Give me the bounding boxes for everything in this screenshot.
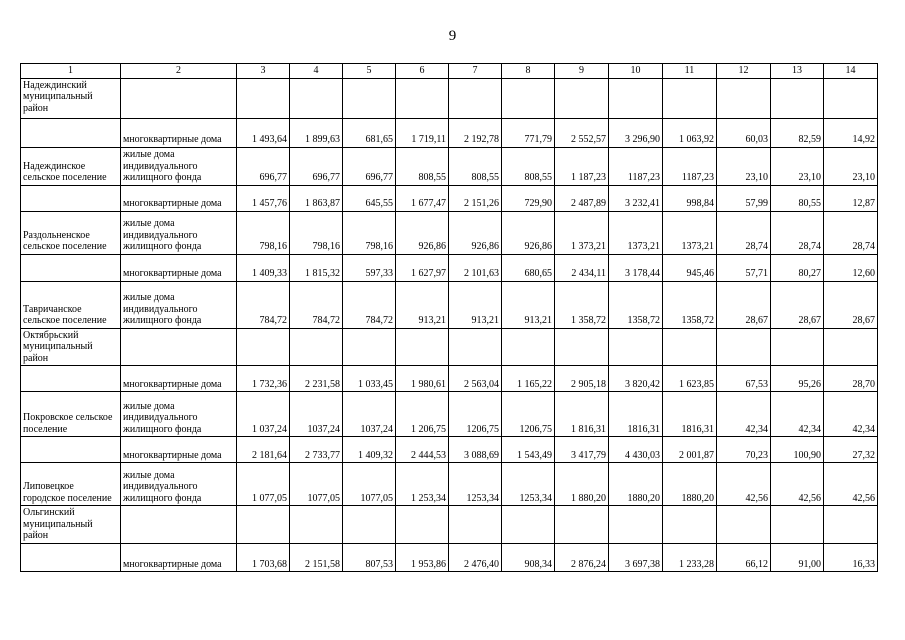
value-cell: 913,21 — [502, 281, 555, 328]
settlement-name: Тавричанское сельское поселение — [21, 281, 121, 328]
value-cell: 1 627,97 — [396, 254, 449, 281]
value-cell: 1 457,76 — [237, 185, 290, 211]
value-cell: 16,33 — [824, 544, 878, 572]
table-row — [21, 185, 878, 211]
value-cell: 1373,21 — [663, 211, 717, 254]
housing-type: жилые дома индивидуального жилищного фонда — [121, 211, 237, 254]
empty-cell — [717, 328, 771, 366]
value-cell: 798,16 — [290, 211, 343, 254]
table-row — [21, 147, 878, 185]
column-number-11: 11 — [663, 64, 717, 79]
value-cell: 2 151,58 — [290, 544, 343, 572]
page-number: 9 — [448, 28, 457, 44]
value-cell: 1 732,36 — [237, 366, 290, 392]
empty-cell — [343, 78, 396, 118]
column-number-5: 5 — [343, 64, 396, 79]
value-cell: 42,34 — [824, 392, 878, 437]
column-number-7: 7 — [449, 64, 502, 79]
value-cell: 1 233,28 — [663, 544, 717, 572]
value-cell: 808,55 — [502, 147, 555, 185]
value-cell: 28,74 — [717, 211, 771, 254]
housing-type: жилые дома индивидуального жилищного фонда — [121, 281, 237, 328]
value-cell: 771,79 — [502, 118, 555, 147]
value-cell: 3 232,41 — [609, 185, 663, 211]
empty-cell — [396, 506, 449, 544]
value-cell: 14,92 — [824, 118, 878, 147]
value-cell: 1358,72 — [663, 281, 717, 328]
tariff-table — [20, 63, 878, 572]
value-cell: 1187,23 — [663, 147, 717, 185]
empty-cell — [717, 506, 771, 544]
value-cell: 908,34 — [502, 544, 555, 572]
value-cell: 913,21 — [449, 281, 502, 328]
settlement-name: Раздольненское сельское поселение — [21, 211, 121, 254]
empty-cell — [449, 328, 502, 366]
value-cell: 57,71 — [717, 254, 771, 281]
value-cell: 1 187,23 — [555, 147, 609, 185]
settlement-name — [21, 366, 121, 392]
value-cell: 60,03 — [717, 118, 771, 147]
value-cell: 2 192,78 — [449, 118, 502, 147]
value-cell: 1 899,63 — [290, 118, 343, 147]
empty-cell — [449, 506, 502, 544]
value-cell: 2 905,18 — [555, 366, 609, 392]
value-cell: 1 703,68 — [237, 544, 290, 572]
value-cell: 926,86 — [449, 211, 502, 254]
table-row — [21, 118, 878, 147]
value-cell: 1 863,87 — [290, 185, 343, 211]
value-cell: 1 623,85 — [663, 366, 717, 392]
settlement-name: Покровское сельское поселение — [21, 392, 121, 437]
empty-cell — [121, 328, 237, 366]
empty-cell — [663, 506, 717, 544]
value-cell: 1880,20 — [609, 463, 663, 506]
empty-cell — [343, 506, 396, 544]
value-cell: 1077,05 — [290, 463, 343, 506]
column-number-3: 3 — [237, 64, 290, 79]
value-cell: 1 253,34 — [396, 463, 449, 506]
value-cell: 680,65 — [502, 254, 555, 281]
housing-type: многоквартирные дома — [121, 254, 237, 281]
table-body — [21, 64, 878, 572]
municipal-district-row — [21, 506, 878, 544]
empty-cell — [771, 506, 824, 544]
value-cell: 3 178,44 — [609, 254, 663, 281]
column-number-9: 9 — [555, 64, 609, 79]
empty-cell — [449, 78, 502, 118]
empty-cell — [290, 78, 343, 118]
value-cell: 1037,24 — [343, 392, 396, 437]
municipal-district-row — [21, 328, 878, 366]
empty-cell — [609, 506, 663, 544]
table-row — [21, 437, 878, 463]
empty-cell — [717, 78, 771, 118]
housing-type: жилые дома индивидуального жилищного фонда — [121, 392, 237, 437]
municipal-district-name: Надеждинский муниципальный район — [21, 78, 121, 118]
housing-type: многоквартирные дома — [121, 185, 237, 211]
column-number-14: 14 — [824, 64, 878, 79]
empty-cell — [824, 328, 878, 366]
empty-cell — [290, 328, 343, 366]
value-cell: 1 409,33 — [237, 254, 290, 281]
settlement-name: Надеждинское сельское поселение — [21, 147, 121, 185]
column-number-13: 13 — [771, 64, 824, 79]
housing-type: многоквартирные дома — [121, 118, 237, 147]
value-cell: 1 077,05 — [237, 463, 290, 506]
value-cell: 80,27 — [771, 254, 824, 281]
value-cell: 70,23 — [717, 437, 771, 463]
table-row — [21, 211, 878, 254]
municipal-district-row — [21, 78, 878, 118]
value-cell: 1880,20 — [663, 463, 717, 506]
empty-cell — [502, 328, 555, 366]
empty-cell — [121, 78, 237, 118]
table-row — [21, 544, 878, 572]
table-row — [21, 281, 878, 328]
value-cell: 12,60 — [824, 254, 878, 281]
value-cell: 2 552,57 — [555, 118, 609, 147]
value-cell: 913,21 — [396, 281, 449, 328]
column-number-1: 1 — [21, 64, 121, 79]
settlement-name — [21, 254, 121, 281]
value-cell: 784,72 — [237, 281, 290, 328]
empty-cell — [343, 328, 396, 366]
value-cell: 42,34 — [771, 392, 824, 437]
value-cell: 1 677,47 — [396, 185, 449, 211]
value-cell: 95,26 — [771, 366, 824, 392]
value-cell: 1206,75 — [502, 392, 555, 437]
table-row — [21, 366, 878, 392]
value-cell: 1 358,72 — [555, 281, 609, 328]
empty-cell — [555, 328, 609, 366]
column-number-row — [21, 64, 878, 79]
municipal-district-name: Октябрьский муниципальный район — [21, 328, 121, 366]
value-cell: 784,72 — [290, 281, 343, 328]
value-cell: 2 181,64 — [237, 437, 290, 463]
value-cell: 23,10 — [824, 147, 878, 185]
value-cell: 1 815,32 — [290, 254, 343, 281]
value-cell: 2 434,11 — [555, 254, 609, 281]
empty-cell — [663, 78, 717, 118]
value-cell: 808,55 — [449, 147, 502, 185]
value-cell: 1187,23 — [609, 147, 663, 185]
table-row — [21, 392, 878, 437]
empty-cell — [609, 78, 663, 118]
value-cell: 1 493,64 — [237, 118, 290, 147]
empty-cell — [502, 78, 555, 118]
empty-cell — [609, 328, 663, 366]
value-cell: 926,86 — [396, 211, 449, 254]
housing-type: многоквартирные дома — [121, 544, 237, 572]
empty-cell — [396, 78, 449, 118]
housing-type: многоквартирные дома — [121, 366, 237, 392]
value-cell: 2 563,04 — [449, 366, 502, 392]
value-cell: 12,87 — [824, 185, 878, 211]
value-cell: 1037,24 — [290, 392, 343, 437]
column-number-6: 6 — [396, 64, 449, 79]
value-cell: 23,10 — [771, 147, 824, 185]
table-row — [21, 463, 878, 506]
value-cell: 27,32 — [824, 437, 878, 463]
value-cell: 1 719,11 — [396, 118, 449, 147]
value-cell: 1206,75 — [449, 392, 502, 437]
value-cell: 66,12 — [717, 544, 771, 572]
value-cell: 1 063,92 — [663, 118, 717, 147]
value-cell: 3 088,69 — [449, 437, 502, 463]
value-cell: 1816,31 — [609, 392, 663, 437]
empty-cell — [121, 506, 237, 544]
column-number-8: 8 — [502, 64, 555, 79]
value-cell: 3 820,42 — [609, 366, 663, 392]
value-cell: 28,67 — [717, 281, 771, 328]
value-cell: 1 980,61 — [396, 366, 449, 392]
empty-cell — [396, 328, 449, 366]
settlement-name: Липовецкое городское поселение — [21, 463, 121, 506]
value-cell: 1 373,21 — [555, 211, 609, 254]
value-cell: 28,67 — [771, 281, 824, 328]
value-cell: 696,77 — [343, 147, 396, 185]
housing-type: многоквартирные дома — [121, 437, 237, 463]
empty-cell — [237, 506, 290, 544]
value-cell: 3 417,79 — [555, 437, 609, 463]
value-cell: 1816,31 — [663, 392, 717, 437]
value-cell: 57,99 — [717, 185, 771, 211]
value-cell: 1253,34 — [449, 463, 502, 506]
value-cell: 28,74 — [824, 211, 878, 254]
table-row — [21, 254, 878, 281]
column-number-4: 4 — [290, 64, 343, 79]
empty-cell — [237, 78, 290, 118]
value-cell: 3 697,38 — [609, 544, 663, 572]
value-cell: 798,16 — [343, 211, 396, 254]
value-cell: 4 430,03 — [609, 437, 663, 463]
value-cell: 3 296,90 — [609, 118, 663, 147]
empty-cell — [555, 506, 609, 544]
column-number-2: 2 — [121, 64, 237, 79]
value-cell: 1 816,31 — [555, 392, 609, 437]
housing-type: жилые дома индивидуального жилищного фонда — [121, 463, 237, 506]
value-cell: 91,00 — [771, 544, 824, 572]
value-cell: 28,70 — [824, 366, 878, 392]
value-cell: 729,90 — [502, 185, 555, 211]
value-cell: 1077,05 — [343, 463, 396, 506]
value-cell: 2 876,24 — [555, 544, 609, 572]
empty-cell — [771, 328, 824, 366]
value-cell: 808,55 — [396, 147, 449, 185]
value-cell: 597,33 — [343, 254, 396, 281]
value-cell: 2 733,77 — [290, 437, 343, 463]
value-cell: 2 101,63 — [449, 254, 502, 281]
value-cell: 42,34 — [717, 392, 771, 437]
value-cell: 1 409,32 — [343, 437, 396, 463]
empty-cell — [771, 78, 824, 118]
value-cell: 1 037,24 — [237, 392, 290, 437]
value-cell: 645,55 — [343, 185, 396, 211]
municipal-district-name: Ольгинский муниципальный район — [21, 506, 121, 544]
settlement-name — [21, 185, 121, 211]
value-cell: 1358,72 — [609, 281, 663, 328]
value-cell: 696,77 — [290, 147, 343, 185]
value-cell: 80,55 — [771, 185, 824, 211]
value-cell: 1 206,75 — [396, 392, 449, 437]
value-cell: 1 033,45 — [343, 366, 396, 392]
empty-cell — [237, 328, 290, 366]
value-cell: 42,56 — [717, 463, 771, 506]
value-cell: 2 151,26 — [449, 185, 502, 211]
column-number-12: 12 — [717, 64, 771, 79]
value-cell: 798,16 — [237, 211, 290, 254]
value-cell: 926,86 — [502, 211, 555, 254]
value-cell: 67,53 — [717, 366, 771, 392]
value-cell: 23,10 — [717, 147, 771, 185]
column-number-10: 10 — [609, 64, 663, 79]
empty-cell — [824, 78, 878, 118]
value-cell: 696,77 — [237, 147, 290, 185]
value-cell: 807,53 — [343, 544, 396, 572]
value-cell: 1 165,22 — [502, 366, 555, 392]
value-cell: 2 476,40 — [449, 544, 502, 572]
value-cell: 2 487,89 — [555, 185, 609, 211]
empty-cell — [290, 506, 343, 544]
value-cell: 1 953,86 — [396, 544, 449, 572]
value-cell: 42,56 — [824, 463, 878, 506]
value-cell: 82,59 — [771, 118, 824, 147]
value-cell: 28,67 — [824, 281, 878, 328]
value-cell: 28,74 — [771, 211, 824, 254]
value-cell: 2 001,87 — [663, 437, 717, 463]
housing-type: жилые дома индивидуального жилищного фонда — [121, 147, 237, 185]
value-cell: 2 231,58 — [290, 366, 343, 392]
empty-cell — [663, 328, 717, 366]
empty-cell — [824, 506, 878, 544]
settlement-name — [21, 544, 121, 572]
value-cell: 42,56 — [771, 463, 824, 506]
value-cell: 998,84 — [663, 185, 717, 211]
value-cell: 945,46 — [663, 254, 717, 281]
value-cell: 1373,21 — [609, 211, 663, 254]
value-cell: 784,72 — [343, 281, 396, 328]
value-cell: 100,90 — [771, 437, 824, 463]
settlement-name — [21, 118, 121, 147]
value-cell: 2 444,53 — [396, 437, 449, 463]
value-cell: 1 543,49 — [502, 437, 555, 463]
value-cell: 1 880,20 — [555, 463, 609, 506]
value-cell: 681,65 — [343, 118, 396, 147]
empty-cell — [502, 506, 555, 544]
settlement-name — [21, 437, 121, 463]
empty-cell — [555, 78, 609, 118]
value-cell: 1253,34 — [502, 463, 555, 506]
